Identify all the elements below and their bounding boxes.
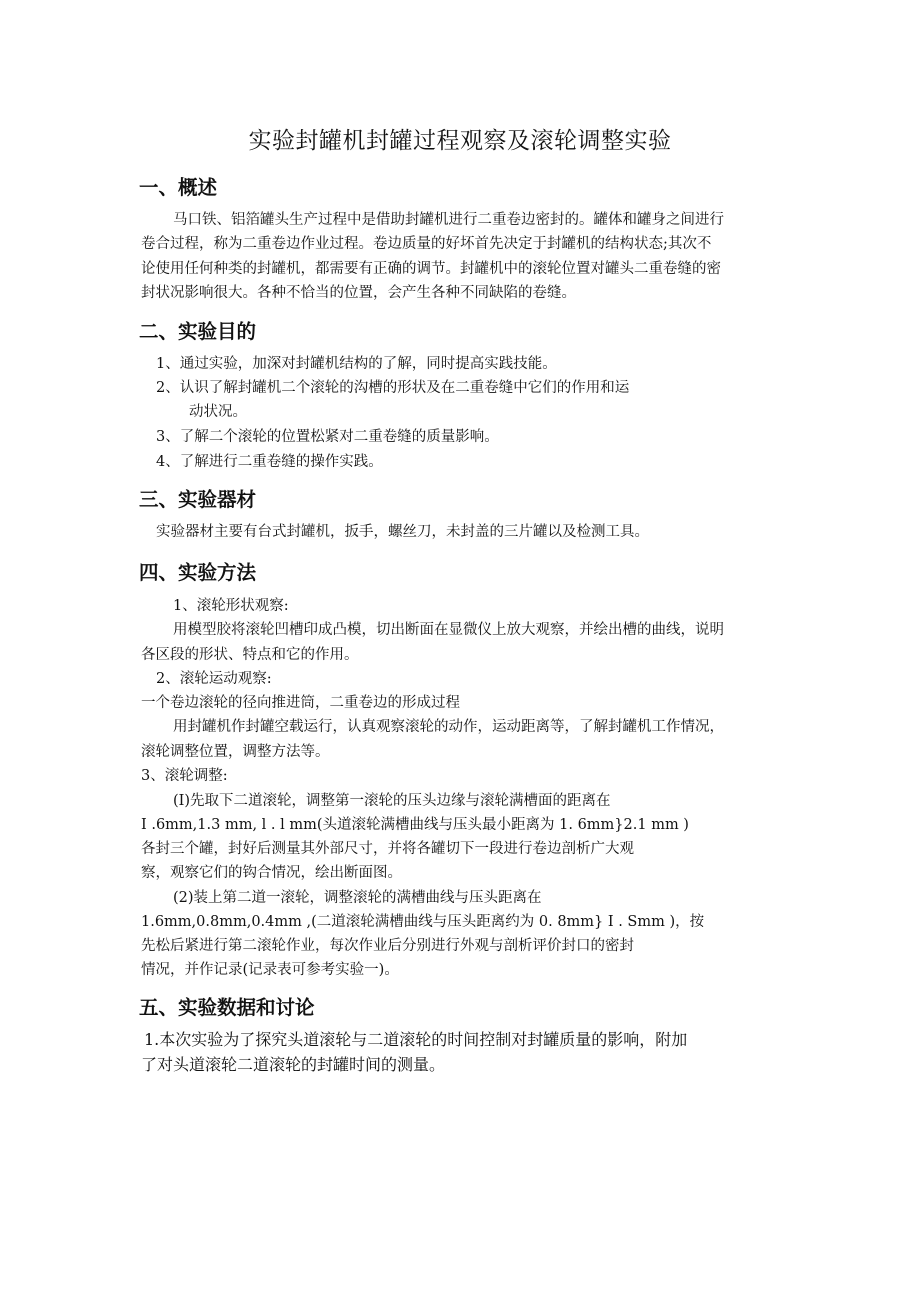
paragraph-line: 察，观察它们的钩合情况，绘出断面图。 — [141, 865, 402, 881]
list-item: 2、认识了解封罐机二个滚轮的沟槽的形状及在二重卷缝中它们的作用和运 — [156, 380, 630, 396]
section-heading-data-discussion: 五、实验数据和讨论 — [139, 996, 315, 1019]
subsection-title: 3、滚轮调整: — [141, 768, 228, 784]
paragraph-line: 论使用任何种类的封罐机，都需要有正确的调节。封罐机中的滚轮位置对罐头二重卷缝的密 — [141, 261, 721, 277]
paragraph-line: 各区段的形状、特点和它的作用。 — [141, 647, 359, 663]
paragraph-line: 封状况影响很大。各种不恰当的位置，会产生各种不同缺陷的卷缝。 — [141, 285, 576, 301]
paragraph-line: 用模型胶将滚轮凹槽印成凸模，切出断面在显微仪上放大观察，并绘出槽的曲线，说明 — [173, 622, 724, 638]
paragraph-line: 1.6mm,0.8mm,0.4mm ,(二道滚轮满槽曲线与压头距离约为 0. 8mm} I . Smm )，按 — [141, 914, 705, 930]
subsection-title: 2、滚轮运动观察: — [156, 671, 272, 687]
paragraph-line: 先松后紧进行第二滚轮作业，每次作业后分别进行外观与剖析评价封口的密封 — [141, 938, 634, 954]
paragraph-line: 各封三个罐，封好后测量其外部尺寸，并将各罐切下一段进行卷边剖析广大观 — [141, 841, 634, 857]
paragraph-line: 马口铁、铝箔罐头生产过程中是借助封罐机进行二重卷边密封的。罐体和罐身之间进行 — [173, 212, 724, 228]
paragraph-line: (I)先取下二道滚轮，调整第一滚轮的压头边缘与滚轮满槽面的距离在 — [173, 793, 611, 809]
paragraph-line: 滚轮调整位置，调整方法等。 — [141, 744, 330, 760]
paragraph-line: 1.本次实验为了探究头道滚轮与二道滚轮的时间控制对封罐质量的影响，附加 — [144, 1030, 688, 1049]
list-item: 3、了解二个滚轮的位置松紧对二重卷缝的质量影响。 — [156, 429, 499, 445]
document-title: 实验封罐机封罐过程观察及滚轮调整实验 — [248, 128, 672, 154]
paragraph-line: 了对头道滚轮二道滚轮的封罐时间的测量。 — [141, 1055, 446, 1074]
section-heading-materials: 三、实验器材 — [139, 488, 257, 511]
list-item: 1、通过实验，加深对封罐机结构的了解，同时提高实践技能。 — [156, 356, 557, 372]
section-heading-methods: 四、实验方法 — [139, 561, 257, 584]
list-item: 4、了解进行二重卷缝的操作实践。 — [156, 454, 383, 470]
section-heading-overview: 一、概述 — [139, 176, 218, 199]
paragraph-line: 情况，并作记录(记录表可参考实验一)。 — [141, 962, 399, 978]
subsection-title: 1、滚轮形状观察: — [173, 598, 289, 614]
section-heading-purpose: 二、实验目的 — [139, 320, 257, 343]
paragraph-line: 一个卷边滚轮的径向推进筒，二重卷边的形成过程 — [141, 695, 460, 711]
paragraph-line: I .6mm,1.3 mm, l . l mm(头道滚轮满槽曲线与压头最小距离为 1. 6mm}2.1 mm ) — [141, 817, 689, 833]
list-item-continuation: 动状况。 — [189, 404, 247, 420]
paragraph-line: 实验器材主要有台式封罐机，扳手，螺丝刀，未封盖的三片罐以及检测工具。 — [156, 524, 649, 540]
paragraph-line: 用封罐机作封罐空载运行，认真观察滚轮的动作，运动距离等，了解封罐机工作情况， — [173, 719, 724, 735]
paragraph-line: 卷合过程，称为二重卷边作业过程。卷边质量的好坏首先决定于封罐机的结构状态;其次不 — [141, 236, 712, 252]
paragraph-line: (2)装上第二道一滚轮，调整滚轮的满槽曲线与压头距离在 — [173, 890, 542, 906]
